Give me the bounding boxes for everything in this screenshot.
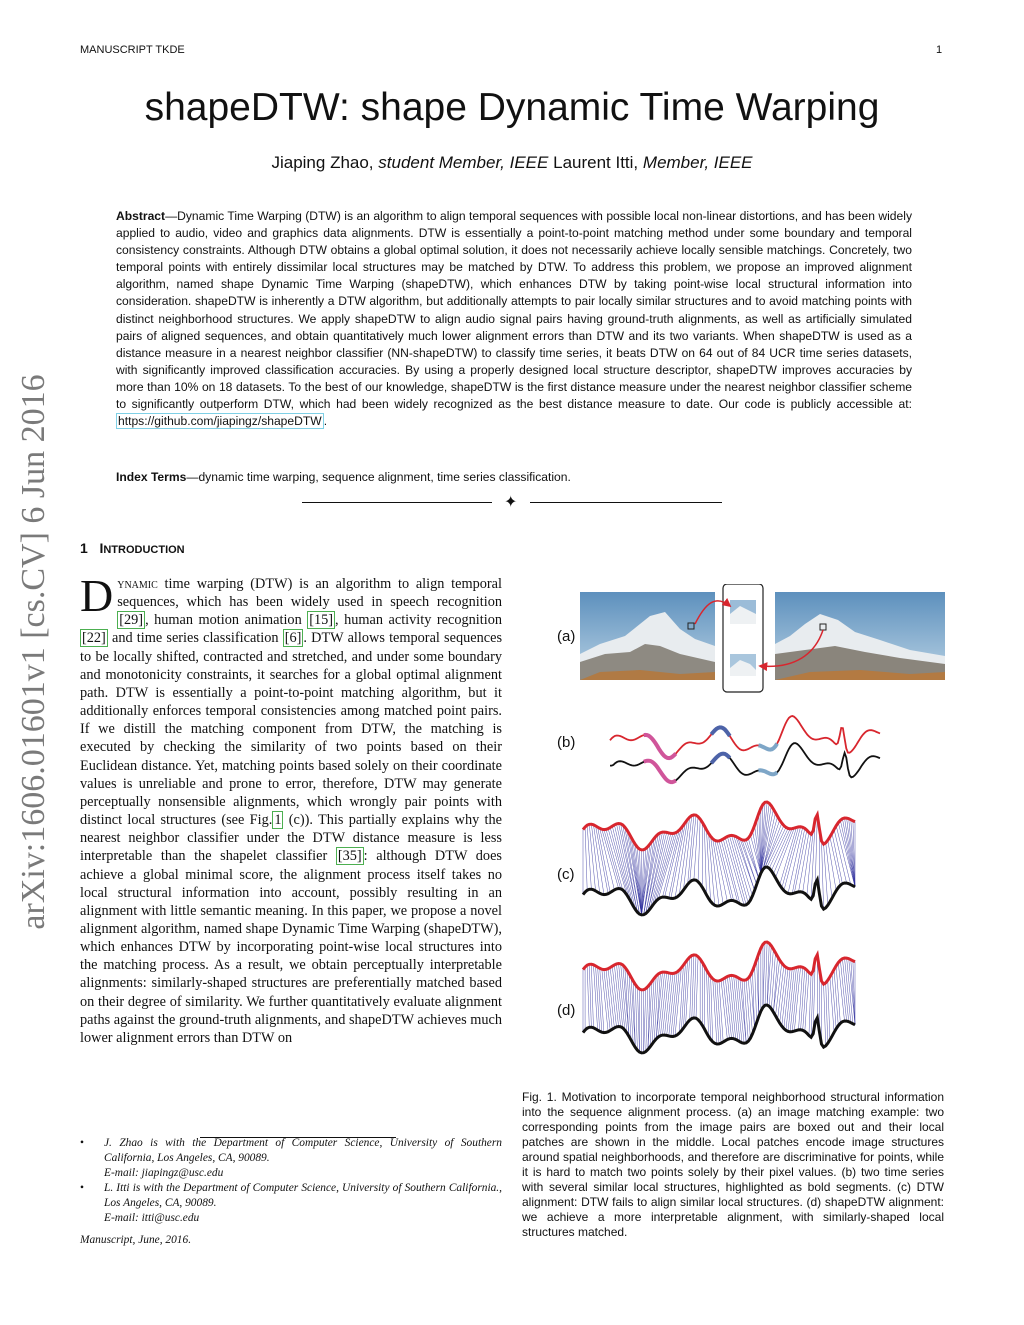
alignment-link — [851, 960, 855, 1025]
arxiv-stamp-text: arXiv:1606.01601v1 [cs.CV] 6 Jun 2016 — [15, 374, 52, 930]
alignment-link — [794, 830, 807, 893]
separator-line-right — [530, 502, 722, 503]
intro-text-5: . DTW allows temporal sequences to be locally shifted, contracted and stretched, and under some boundary and monotonicity constraints, it searches for a global optimal alignment path. DTW is essentially a point-to-point matching algorithm, but it additionally enforces temporal consistencies among matched point pairs. If we distill the matching component from DTW, the matching is executed by checking the similarity of two points based on their Euclidean distance. Yet, matching points based solely on their coordinate values is unreliable and prone to error, therefore, DTW may generate perceptually nonsensible alignments, which wrongly pair points with distinct local structures (see Fig. — [80, 630, 503, 829]
citation-6[interactable]: [6] — [284, 630, 302, 647]
alignment-link — [706, 830, 710, 902]
abstract-text: —Dynamic Time Warping (DTW) is an algorithm to align temporal sequences with possible local non-linear distortions, and has been widely applied to audio, video and graphics data alignments. DTW is essentially a point-to-point matching method under some boundary and temporal consistency constraints. Although DTW obtains a global optimal solution, it does not necessarily achieve locally sensible matchings. Concretely, two temporal points with entirely dissimilar local structures may be matched by DTW. To address this problem, we propose an improved alignment algorithm, named shape Dynamic Time Warping (shapeDTW), which enhances DTW by taking point-wise local structural information into consideration. shapeDTW is inherently a DTW algorithm, but additionally attempts to pair locally similar structures and to avoid matching points with distinct neighborhood structures. We apply shapeDTW to align audio signal pairs having ground-truth alignments, as well as artificially simulated pairs of aligned sequences, and obtain quantitatively much lower alignment errors than DTW and its two variants. When shapeDTW is used as a distance measure in a nearest neighbor classifier (NN-shapeDTW) to classify time series, it beats DTW on 64 out of 84 UCR time series datasets, with significantly improved classification accuracies. By using a properly designed local structure descriptor, shapeDTW improves accuracies by more than 10% on 18 datasets. To the best of our knowledge, shapeDTW is the first distance measure under the nearest neighbor classifier scheme to significantly outperform DTW, which had been widely recognized as the best distance measure to date. Our code is publicly accessible at: — [116, 209, 912, 412]
alignment-link — [742, 980, 746, 1043]
alignment-link — [834, 969, 838, 1025]
abstract-end: . — [323, 414, 328, 429]
alignment-link — [830, 977, 834, 1032]
highlight-top-2 — [759, 744, 778, 750]
intro-text-7: : although DTW does achieve a global minimal score, the alignment process itself takes no local structural information into account, possibly resulting in an alignment with little semantic meaning. In this paper, we propose a novel alignment algorithm, named shape Dynamic Time Warping (shapeDTW), which enhances DTW by incorporating point-wise local structures into the matching process. As a result, we obtain perceptually interpretable alignments: similarly-shaped structures are preferentially matched based on their degree of similarity. We further quantitatively evaluate alignment paths against the ground-truth alignments, and shapeDTW achieves much lower alignment errors than DTW on — [80, 848, 502, 1046]
alignment-link — [627, 970, 631, 1040]
author-line — [0, 153, 1024, 173]
alignment-link — [769, 949, 773, 1006]
alignment-link — [824, 844, 828, 905]
alignment-link — [683, 959, 687, 1028]
alignment-link — [602, 829, 619, 888]
alignment-link — [625, 967, 629, 1036]
bullet-icon: • — [80, 1182, 84, 1194]
author-1-role: student Member, IEEE — [378, 153, 549, 172]
alignment-link — [658, 832, 677, 899]
alignment-link — [587, 965, 589, 1027]
alignment-link — [757, 959, 759, 1016]
mountain-photo-right — [775, 592, 945, 680]
alignment-link — [629, 973, 633, 1044]
highlight-bottom-0 — [644, 761, 676, 782]
time-series-figure — [580, 700, 945, 1075]
alignment-link — [792, 828, 805, 893]
alignment-link — [593, 965, 597, 1030]
alignment-link — [832, 973, 836, 1029]
footnote-2 — [80, 1181, 502, 1226]
abstract — [116, 208, 912, 430]
alignment-link — [715, 980, 719, 1044]
figure-ref-1[interactable]: 1 — [274, 812, 282, 829]
alignment-link — [637, 987, 639, 1052]
alignment-link — [746, 980, 750, 1038]
alignment-link — [694, 955, 696, 1018]
running-header: MANUSCRIPT TKDE — [80, 44, 185, 56]
citation-29[interactable]: [29] — [119, 612, 144, 629]
index-terms — [116, 470, 571, 484]
alignment-link — [681, 962, 685, 1031]
author-2-role: Member, IEEE — [642, 153, 753, 172]
alignment-link — [698, 819, 700, 882]
alignment-link — [788, 827, 803, 893]
alignment-link — [803, 970, 807, 1030]
highlight-top-1 — [711, 727, 730, 736]
alignment-link — [801, 968, 805, 1029]
alignment-link — [799, 833, 809, 892]
alignment-link — [750, 975, 754, 1028]
author-1: Jiaping Zhao, — [271, 153, 374, 172]
alignment-link — [755, 965, 757, 1022]
alignment-link — [686, 957, 690, 1025]
alignment-link — [692, 955, 694, 1019]
alignment-link — [654, 974, 658, 1041]
alignment-link — [587, 825, 591, 889]
alignment-link — [623, 965, 629, 1036]
arxiv-stamp — [14, 372, 54, 932]
alignment-link — [711, 976, 713, 1041]
author-2: Laurent Itti, — [553, 153, 639, 172]
code-link[interactable]: https://github.com/jiapingz/shapeDTW — [118, 414, 322, 429]
alignment-link — [706, 970, 708, 1037]
alignment-link — [652, 976, 656, 1044]
index-terms-label: Index Terms — [116, 470, 187, 484]
alignment-link — [650, 978, 654, 1047]
bullet-icon: • — [80, 1137, 84, 1149]
alignment-link — [604, 830, 621, 889]
alignment-link — [828, 980, 830, 1040]
abstract-label: Abstract — [116, 209, 166, 223]
fig-label-d: (d) — [557, 1002, 576, 1019]
drop-cap: D — [80, 570, 114, 621]
alignment-link — [635, 984, 637, 1050]
page-number: 1 — [936, 44, 943, 56]
intro-text-2: , human motion animation — [145, 612, 308, 629]
separator-glyph: ✦ — [504, 492, 518, 511]
footnote-1-email: E-mail: jiapingz@usc.edu — [104, 1167, 224, 1179]
alignment-link — [809, 974, 811, 1035]
alignment-link — [752, 971, 754, 1029]
alignment-link — [784, 827, 801, 891]
citation-15[interactable]: [15] — [309, 612, 334, 629]
footnote-2-email: E-mail: itti@usc.edu — [104, 1212, 200, 1224]
highlight-bottom-1 — [711, 754, 730, 764]
figure-caption: Fig. 1. Motivation to incorporate temporal neighborhood structural information into the sequence alignment process. (a) an image matching example: two corresponding points from the image pairs are boxed out and their local patches are shown in the middle. Local patches encode image structures around spatial neighborhoods, and therefore are discriminative for points, while it is hard to match two points solely by their pixel values. (b) two time series with several similar local structures, highlighted as bold segments. (c) DTW alignment: DTW fails to align similar local structures. (d) shapeDTW alignment: we achieve a more interpretable alignment, with similarly-shaped local structures matched. — [522, 1090, 944, 1239]
alignment-link — [744, 980, 748, 1041]
alignment-link — [780, 827, 797, 885]
alignment-link — [600, 968, 604, 1032]
alignment-link — [834, 829, 847, 883]
alignment-link — [709, 973, 711, 1039]
highlight-bottom-2 — [759, 770, 778, 774]
alignment-link — [704, 826, 706, 895]
alignment-link — [721, 840, 738, 902]
footnote-2-text: L. Itti is with the Department of Computer Science, University of Southern California., Los Angeles, CA, 90089. — [104, 1182, 502, 1209]
alignment-link — [767, 827, 786, 867]
alignment-link — [598, 967, 602, 1032]
alignment-link — [679, 965, 683, 1033]
panel-d-shapedtw-alignment — [583, 942, 855, 1053]
local-patch-bottom — [730, 654, 756, 676]
alignment-link — [694, 817, 698, 880]
alignment-link — [589, 964, 591, 1027]
alignment-link — [767, 943, 769, 1005]
intro-text-3: , human activity recognition — [335, 612, 503, 629]
intro-paragraph — [80, 570, 503, 1047]
intro-text-6: (c)). This partially explains why the nearest neighbor classifier under the DTW distance measure is less interpretable than the shapelet classifier — [80, 812, 503, 865]
aligned-series-bottom — [583, 867, 855, 915]
citation-35[interactable]: [35] — [337, 848, 362, 865]
manuscript-date: Manuscript, June, 2016. — [80, 1234, 192, 1246]
alignment-link — [799, 967, 803, 1030]
alignment-link — [822, 841, 824, 909]
alignment-link — [765, 942, 767, 1005]
alignment-link — [585, 827, 587, 890]
fig-label-c: (c) — [557, 866, 575, 883]
alignment-link — [644, 989, 646, 1053]
alignment-link — [696, 957, 698, 1019]
footnote-1 — [80, 1136, 502, 1181]
alignment-link — [646, 987, 648, 1052]
alignment-link — [824, 984, 826, 1046]
alignment-link — [690, 956, 692, 1021]
intro-text-4: and time series classification — [107, 630, 283, 647]
alignment-link — [748, 978, 752, 1034]
highlight-top-0 — [644, 735, 676, 758]
alignment-link — [767, 946, 771, 1005]
alignment-link — [596, 966, 600, 1031]
footnote-1-text: J. Zhao is with the Department of Computer Science, University of Southern California, Los Angeles, CA, 90089. — [104, 1137, 502, 1164]
section-heading — [80, 540, 185, 556]
intro-text-1: time warping (DTW) is an algorithm to align temporal sequences, which has been widely used in speech recognition — [117, 576, 502, 611]
section-title-rest: NTRODUCTION — [103, 544, 185, 556]
alignment-link — [717, 981, 721, 1043]
mountain-photo-left — [580, 592, 715, 680]
separator-line-left — [302, 502, 492, 503]
alignment-link — [719, 981, 723, 1042]
image-matching-panel — [580, 584, 945, 696]
alignment-link — [713, 839, 723, 904]
alignment-link — [591, 964, 593, 1028]
panel-c-dtw-alignment — [583, 802, 855, 915]
alignment-link — [656, 973, 660, 1039]
panel-b-series — [610, 716, 880, 782]
index-terms-text: —dynamic time warping, sequence alignment, time series classification. — [186, 470, 571, 484]
fig-label-a: (a) — [557, 628, 576, 645]
local-patch-top — [730, 600, 756, 624]
alignment-link — [606, 829, 623, 890]
alignment-link — [713, 979, 717, 1044]
citation-22[interactable]: [22] — [82, 630, 106, 647]
alignment-link — [805, 973, 809, 1032]
section-title-initial: I — [99, 540, 104, 556]
paper-title: shapeDTW: shape Dynamic Time Warping — [144, 86, 880, 129]
section-number: 1 — [80, 540, 88, 556]
alignment-link — [763, 942, 765, 1007]
fig-label-b: (b) — [557, 734, 576, 751]
alignment-link — [744, 840, 759, 878]
alignment-link — [826, 983, 828, 1043]
intro-lead: ynamic — [117, 576, 158, 592]
